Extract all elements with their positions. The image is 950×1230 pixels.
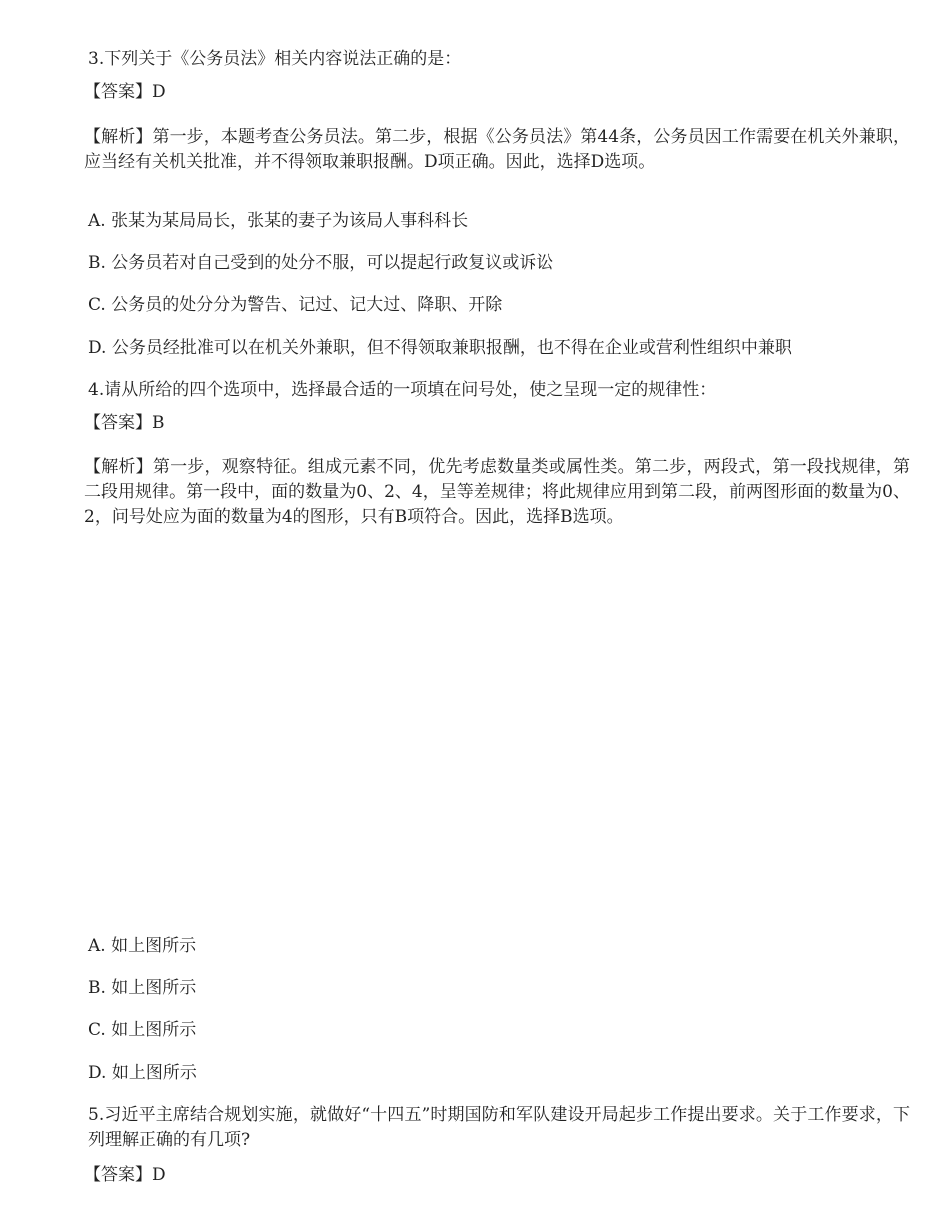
question-4-stem: 4.请从所给的四个选项中，选择最合适的一项填在问号处，使之呈现一定的规律性： (88, 380, 717, 400)
question-4-analysis: 【解析】第一步，观察特征。组成元素不同，优先考虑数量类或属性类。第二步，两段式，第一段找规律，第二段用规律。第一段中，面的数量为0、2、4，呈等差规律；将此规律应用到第二段，前两图形面的数量为0、2，问号处应为面的数量为4的图形，只有B项符合。因此，选择B选项。 (84, 457, 910, 527)
question-3-option-a: A. 张某为某局局长，张某的妻子为该局人事科科长 (88, 211, 469, 231)
question-3-analysis: 【解析】第一步，本题考查公务员法。第二步，根据《公务员法》第44条，公务员因工作需要在机关外兼职，应当经有关机关批准，并不得领取兼职报酬。D项正确。因此，选择D选项。 (84, 127, 910, 172)
question-5-stem: 5.习近平主席结合规划实施，就做好“十四五”时期国防和军队建设开局起步工作提出要求。关于工作要求，下列理解正确的有几项? (88, 1105, 910, 1150)
question-3-stem: 3.下列关于《公务员法》相关内容说法正确的是： (88, 49, 462, 69)
question-3-option-b: B. 公务员若对自己受到的处分不服，可以提起行政复议或诉讼 (88, 253, 554, 273)
question-4-figure-area (88, 540, 910, 920)
question-4-option-b: B. 如上图所示 (88, 978, 197, 998)
question-5-answer: 【答案】D (84, 1165, 166, 1185)
question-4-option-d: D. 如上图所示 (88, 1063, 197, 1083)
question-4-option-a: A. 如上图所示 (88, 936, 197, 956)
question-4-answer: 【答案】B (84, 413, 165, 433)
question-4-option-c: C. 如上图所示 (88, 1020, 197, 1040)
question-3-answer: 【答案】D (84, 82, 166, 102)
question-3-option-c: C. 公务员的处分分为警告、记过、记大过、降职、开除 (88, 295, 503, 315)
question-3-option-d: D. 公务员经批准可以在机关外兼职，但不得领取兼职报酬，也不得在企业或营利性组织中兼职 (88, 338, 792, 358)
